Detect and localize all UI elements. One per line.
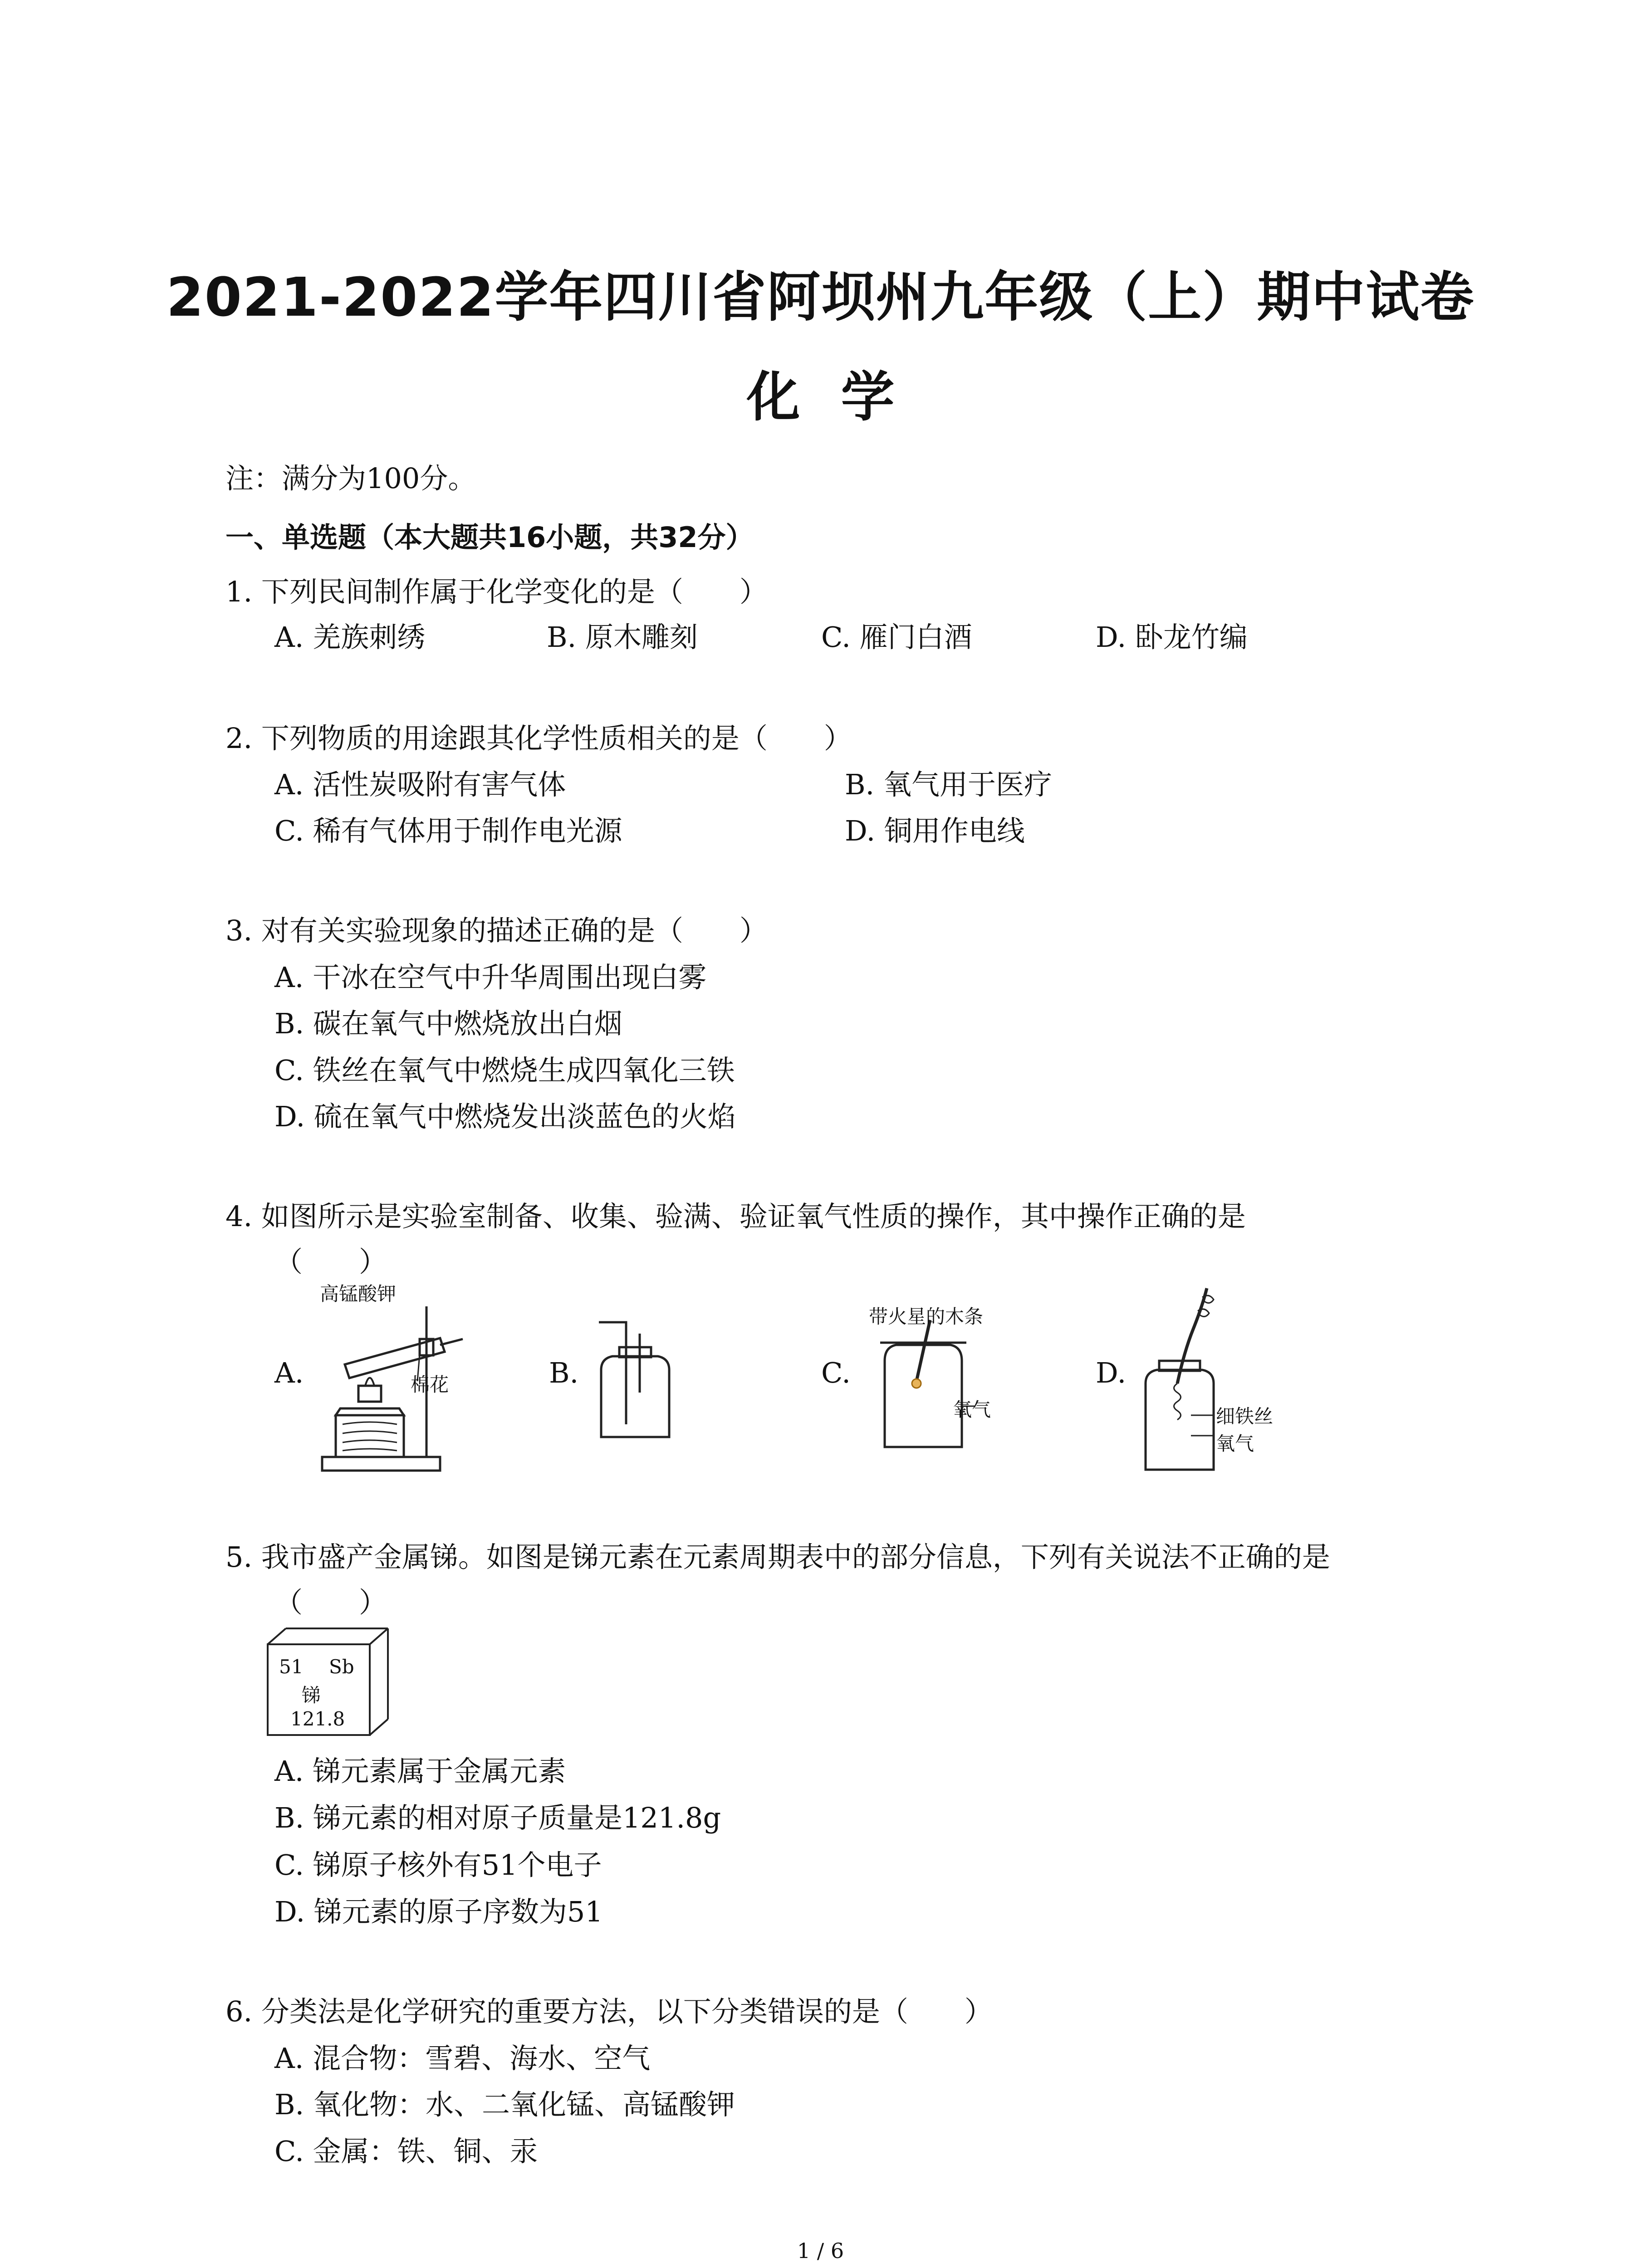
subject-title: 化学 [746, 366, 936, 428]
q6-option-a: A. 混合物：雪碧、海水、空气 [274, 2042, 651, 2075]
q2-option-b: B. 氧气用于医疗 [845, 768, 1052, 801]
figure-a-label-cotton: 棉花 [411, 1374, 449, 1396]
figure-c-label-splint: 带火星的木条 [869, 1305, 984, 1328]
figure-a-label-kmno4: 高锰酸钾 [320, 1283, 397, 1305]
q6-option-b: B. 氧化物：水、二氧化锰、高锰酸钾 [274, 2088, 735, 2121]
question-5-paren: （ ） [274, 1586, 387, 1619]
question-4-paren: （ ） [274, 1245, 387, 1278]
element-symbol: Sb [329, 1656, 354, 1678]
figure-b-gas-bottle [590, 1315, 681, 1452]
q5-option-a: A. 锑元素属于金属元素 [274, 1755, 566, 1788]
figure-d-label-wire: 细铁丝 [1216, 1405, 1274, 1427]
score-note: 注：满分为100分。 [225, 462, 476, 495]
q1-option-c: C. 雁门白酒 [821, 621, 972, 654]
q1-option-d: D. 卧龙竹编 [1096, 621, 1248, 654]
q5-option-d: D. 锑元素的原子序数为51 [274, 1895, 603, 1928]
figure-c-label-oxygen: 氧气 [953, 1398, 991, 1421]
q4-option-c: C. [821, 1356, 851, 1389]
question-2-stem: 2. 下列物质的用途跟其化学性质相关的是（ ） [225, 722, 852, 755]
page-number: 1 / 6 [797, 2239, 844, 2263]
q5-option-b: B. 锑元素的相对原子质量是121.8g [274, 1801, 721, 1834]
question-5-stem: 5. 我市盛产金属锑。如图是锑元素在元素周期表中的部分信息，下列有关说法不正确的是 [225, 1540, 1330, 1574]
question-6-stem: 6. 分类法是化学研究的重要方法，以下分类错误的是（ ） [225, 1995, 993, 2028]
q3-option-d: D. 硫在氧气中燃烧发出淡蓝色的火焰 [274, 1100, 736, 1133]
q3-option-c: C. 铁丝在氧气中燃烧生成四氧化三铁 [274, 1054, 735, 1087]
question-4-stem: 4. 如图所示是实验室制备、收集、验满、验证氧气性质的操作，其中操作正确的是 [225, 1200, 1246, 1233]
element-atomic-number: 51 [279, 1656, 304, 1678]
q2-option-a: A. 活性炭吸附有害气体 [274, 768, 566, 801]
question-3-stem: 3. 对有关实验现象的描述正确的是（ ） [225, 914, 768, 947]
question-1-stem: 1. 下列民间制作属于化学变化的是（ ） [225, 575, 768, 608]
figure-d-label-oxygen: 氧气 [1216, 1432, 1254, 1455]
q6-option-c: C. 金属：铁、铜、汞 [274, 2135, 538, 2168]
q4-option-b: B. [549, 1356, 579, 1389]
element-atomic-mass: 121.8 [290, 1708, 345, 1730]
element-name: 锑 [302, 1684, 321, 1706]
q4-option-d: D. [1096, 1356, 1127, 1389]
q3-option-b: B. 碳在氧气中燃烧放出白烟 [274, 1007, 622, 1040]
q2-option-c: C. 稀有气体用于制作电光源 [274, 814, 622, 847]
figure-a-heating-apparatus [313, 1288, 485, 1479]
q4-option-a: A. [274, 1356, 304, 1389]
q1-option-b: B. 原木雕刻 [547, 621, 698, 654]
q1-option-a: A. 羌族刺绣 [274, 621, 426, 654]
section-heading: 一、单选题（本大题共16小题，共32分） [225, 521, 754, 554]
q2-option-d: D. 铜用作电线 [845, 814, 1025, 847]
page-title: 2021-2022学年四川省阿坝州九年级（上）期中试卷 [166, 266, 1475, 328]
q3-option-a: A. 干冰在空气中升华周围出现白雾 [274, 961, 707, 994]
q5-option-c: C. 锑原子核外有51个电子 [274, 1848, 602, 1882]
